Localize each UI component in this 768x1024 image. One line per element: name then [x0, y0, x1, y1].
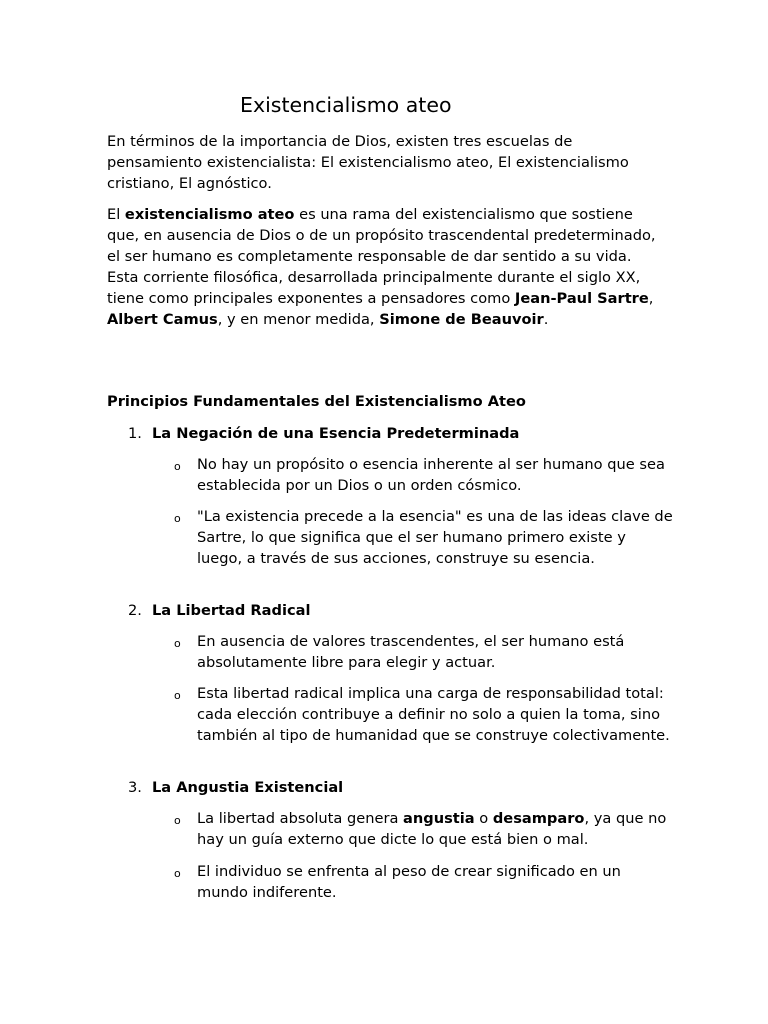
- list-item-title: La Angustia Existencial: [152, 779, 344, 796]
- document-title: Existencialismo ateo: [240, 93, 452, 117]
- text-run: o: [474, 810, 493, 827]
- text-run: es una rama del existencialismo que sostiene que, en ausencia de Dios o de un propósito trascendental predeterminado, el ser humano es completamente responsable de dar sentido a su vida. Esta corriente filosófica, desarrollada principalmente durante el siglo XX, tiene como principales exponentes a pensadores como: [107, 206, 656, 307]
- list-number: 3.: [128, 779, 142, 796]
- bold-term: angustia: [403, 810, 475, 827]
- list-item-title: La Libertad Radical: [152, 602, 311, 619]
- definition-paragraph: [107, 204, 663, 330]
- text-run: , y en menor medida,: [217, 311, 380, 328]
- bullet-icon: o: [174, 689, 181, 702]
- bullet-icon: o: [174, 867, 181, 880]
- intro-paragraph: En términos de la importancia de Dios, existen tres escuelas de pensamiento existencialista: El existencialismo ateo, El existencialismo cristiano, El agnóstico.: [107, 133, 629, 192]
- bold-name: Albert Camus: [107, 311, 218, 328]
- text-run: ,: [648, 290, 654, 307]
- bullet-icon: o: [174, 637, 181, 650]
- text-run: , ya que no hay un guía externo que dicte lo que está bien o mal.: [197, 810, 667, 848]
- bold-term: desamparo: [492, 810, 585, 827]
- text-run: .: [543, 311, 549, 328]
- bullet-text: No hay un propósito o esencia inherente al ser humano que sea establecida por un Dios o un orden cósmico.: [197, 456, 665, 494]
- bold-term: existencialismo ateo: [124, 206, 295, 223]
- bold-name: Jean-Paul Sartre: [514, 290, 649, 307]
- bullet-icon: o: [174, 814, 181, 827]
- section-heading: Principios Fundamentales del Existencialismo Ateo: [107, 393, 526, 410]
- bullet-icon: o: [174, 512, 181, 525]
- text-run: El: [107, 206, 125, 223]
- list-item-title: La Negación de una Esencia Predeterminada: [152, 425, 520, 442]
- bullet-icon: o: [174, 460, 181, 473]
- bullet-text: El individuo se enfrenta al peso de crear significado en un mundo indiferente.: [197, 863, 621, 901]
- text-run: La libertad absoluta genera: [197, 810, 404, 827]
- bold-name: Simone de Beauvoir: [379, 311, 544, 328]
- list-number: 2.: [128, 602, 142, 619]
- bullet-text: [197, 808, 673, 850]
- bullet-text: En ausencia de valores trascendentes, el ser humano está absolutamente libre para elegir y actuar.: [197, 633, 625, 671]
- list-number: 1.: [128, 425, 142, 442]
- bullet-text: "La existencia precede a la esencia" es una de las ideas clave de Sartre, lo que significa que el ser humano primero existe y luego, a través de sus acciones, construye su esencia.: [197, 508, 673, 567]
- bullet-text: Esta libertad radical implica una carga de responsabilidad total: cada elección contribuye a definir no solo a quien la toma, sino también al tipo de humanidad que se construye colectivamente.: [197, 685, 670, 744]
